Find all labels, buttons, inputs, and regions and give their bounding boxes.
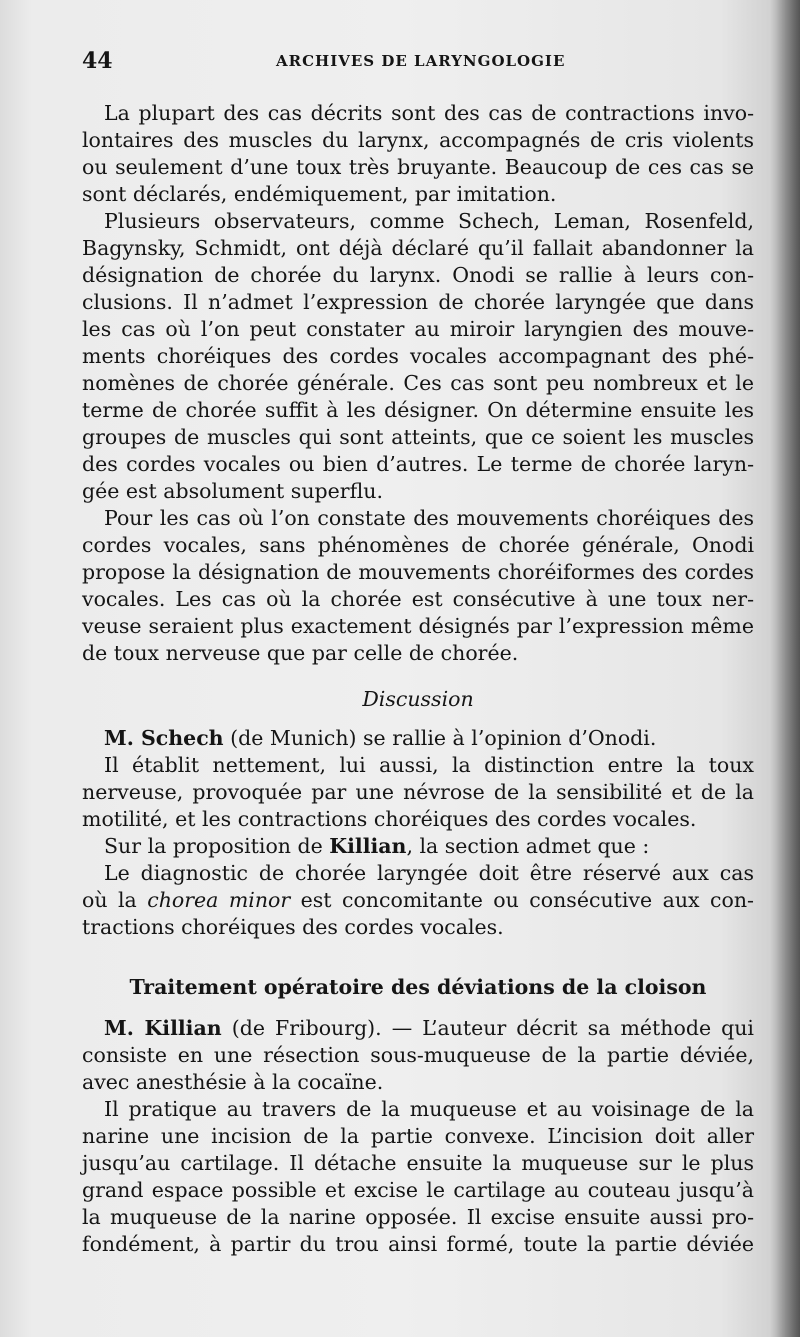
text-line: grand espace possible et excise le cartilage au couteau jusqu’à — [82, 1178, 754, 1202]
page-number: 44 — [82, 48, 113, 74]
text-line: Sur la proposition de Killian, la section admet que : — [104, 834, 650, 858]
text-line: Il établit nettement, lui aussi, la distinction entre la toux — [104, 753, 754, 777]
text-line: M. Schech (de Munich) se rallie à l’opinion d’Onodi. — [104, 726, 657, 750]
text-line: les cas où l’on peut constater au miroir laryngien des mouve- — [82, 317, 754, 341]
killian-paragraph-1 — [82, 1015, 754, 1096]
discussion-paragraph-3 — [82, 833, 754, 860]
text-line: narine une incision de la partie convexe. L’incision doit aller — [82, 1124, 754, 1148]
text-line: lontaires des muscles du larynx, accompagnés de cris violents — [82, 128, 754, 152]
text-line: veuse seraient plus exactement désignés par l’expression même — [82, 614, 754, 638]
text-line: Plusieurs observateurs, comme Schech, Leman, Rosenfeld, — [104, 209, 754, 233]
text-line: clusions. Il n’admet l’expression de chorée laryngée que dans — [82, 290, 754, 314]
text-line: cordes vocales, sans phénomènes de chorée générale, Onodi — [82, 533, 754, 557]
text-line: gée est absolument superflu. — [82, 479, 383, 503]
text-line: propose la désignation de mouvements choréiformes des cordes — [82, 560, 754, 584]
text-line: vocales. Les cas où la chorée est consécutive à une toux ner- — [82, 587, 754, 611]
paragraph-3 — [82, 505, 754, 667]
paragraph-1 — [82, 100, 754, 208]
text-line: ments choréiques des cordes vocales accompagnant des phé- — [82, 344, 754, 368]
speaker-name: Killian — [329, 834, 407, 858]
latin-term: chorea minor — [147, 888, 291, 912]
text-line: Le diagnostic de chorée laryngée doit être réservé aux cas — [104, 861, 754, 885]
text-line: où la chorea minor est concomitante ou consécutive aux con- — [82, 888, 754, 912]
text-line: Il pratique au travers de la muqueuse et au voisinage de la — [104, 1097, 754, 1121]
text-line: terme de chorée suffit à les désigner. On détermine ensuite les — [82, 398, 754, 422]
gutter-shadow — [770, 0, 800, 1337]
page-header — [82, 48, 762, 78]
killian-paragraph-2 — [82, 1096, 754, 1258]
text-line: sont déclarés, endémiquement, par imitation. — [82, 182, 557, 206]
text-line: avec anesthésie à la cocaïne. — [82, 1070, 384, 1094]
text-line: ou seulement d’une toux très bruyante. Beaucoup de ces cas se — [82, 155, 754, 179]
discussion-paragraph-1 — [82, 725, 754, 752]
paragraph-2 — [82, 208, 754, 505]
discussion-heading: Discussion — [362, 687, 474, 711]
text-line: M. Killian (de Fribourg). — L’auteur décrit sa méthode qui — [104, 1016, 754, 1040]
speaker-name: M. Schech — [104, 726, 224, 750]
text-line: motilité, et les contractions choréiques des cordes vocales. — [82, 807, 697, 831]
discussion-paragraph-2 — [82, 752, 754, 833]
speaker-name: M. Killian — [104, 1016, 222, 1040]
text-line: désignation de chorée du larynx. Onodi se rallie à leurs con- — [82, 263, 754, 287]
text-line: Bagynsky, Schmidt, ont déjà déclaré qu’il fallait abandonner la — [82, 236, 754, 260]
text-line: La plupart des cas décrits sont des cas de contractions invo- — [104, 101, 754, 125]
text-line: tractions choréiques des cordes vocales. — [82, 915, 504, 939]
text-line: de toux nerveuse que par celle de chorée. — [82, 641, 519, 665]
text-line: fondément, à partir du trou ainsi formé, toute la partie déviée — [82, 1232, 754, 1256]
text-line: Pour les cas où l’on constate des mouvements choréiques des — [104, 506, 754, 530]
text-line: nomènes de chorée générale. Ces cas sont peu nombreux et le — [82, 371, 754, 395]
text-line: la muqueuse de la narine opposée. Il excise ensuite aussi pro- — [82, 1205, 754, 1229]
section-heading: Traitement opératoire des déviations de la cloison — [129, 975, 707, 999]
running-head: ARCHIVES DE LARYNGOLOGIE — [276, 52, 566, 70]
text-line: des cordes vocales ou bien d’autres. Le terme de chorée laryn- — [82, 452, 754, 476]
text-line: jusqu’au cartilage. Il détache ensuite la muqueuse sur le plus — [82, 1151, 754, 1175]
page-body — [82, 100, 754, 1258]
discussion-paragraph-4 — [82, 860, 754, 941]
text-line: groupes de muscles qui sont atteints, que ce soient les muscles — [82, 425, 754, 449]
text-line: consiste en une résection sous-muqueuse de la partie déviée, — [82, 1043, 754, 1067]
text-line: nerveuse, provoquée par une névrose de la sensibilité et de la — [82, 780, 754, 804]
